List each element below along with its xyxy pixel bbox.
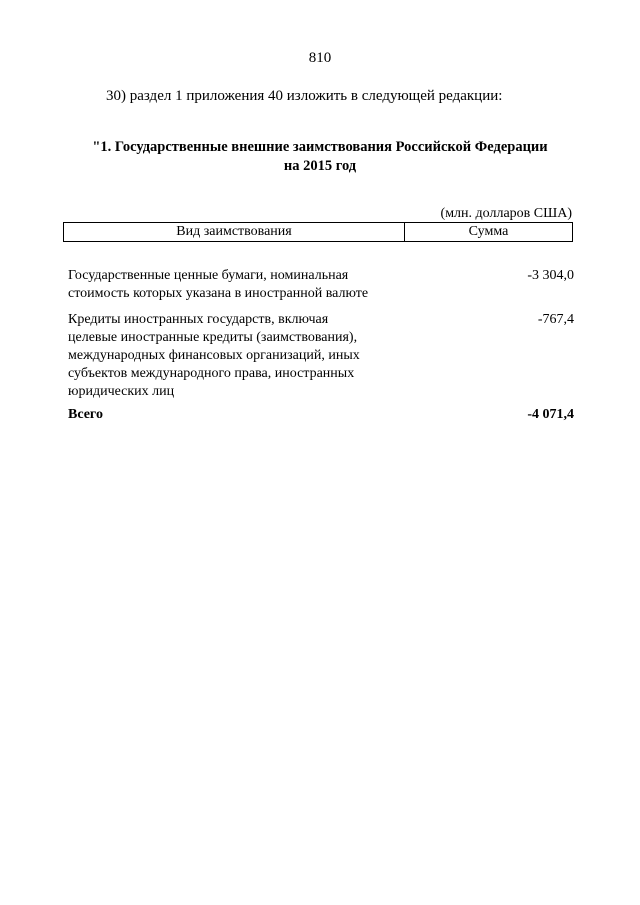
- heading-line-1: "1. Государственные внешние заимствования Российской Федерации: [92, 139, 548, 155]
- row-value: -3 304,0: [527, 268, 574, 283]
- section-heading: [60, 138, 580, 176]
- row-label-line: юридических лиц: [68, 384, 175, 399]
- units-note: (млн. долларов США): [440, 206, 572, 221]
- row-label: [68, 311, 408, 401]
- page-number: 810: [308, 50, 332, 66]
- row-label-line: субъектов международного права, иностранных: [68, 366, 355, 381]
- row-label-line: международных финансовых организаций, иных: [68, 348, 360, 363]
- row-label-line: Кредиты иностранных государств, включая: [68, 312, 329, 327]
- row-label: [68, 267, 408, 303]
- column-header-kind: Вид заимствования: [64, 223, 405, 241]
- row-label-line: целевые иностранные кредиты (заимствования),: [68, 330, 358, 345]
- row-value: -767,4: [537, 312, 574, 327]
- total-label-text: Всего: [68, 407, 103, 422]
- total-value: -4 071,4: [527, 407, 574, 422]
- heading-line-2: на 2015 год: [283, 158, 357, 174]
- row-label-line: Государственные ценные бумаги, номинальная: [68, 268, 349, 283]
- column-header-sum: Сумма: [468, 224, 509, 239]
- total-label: [68, 406, 408, 424]
- intro-text: 30) раздел 1 приложения 40 изложить в следующей редакции:: [106, 88, 503, 104]
- row-label-line: стоимость которых указана в иностранной валюте: [68, 286, 369, 301]
- table-header: [63, 222, 573, 242]
